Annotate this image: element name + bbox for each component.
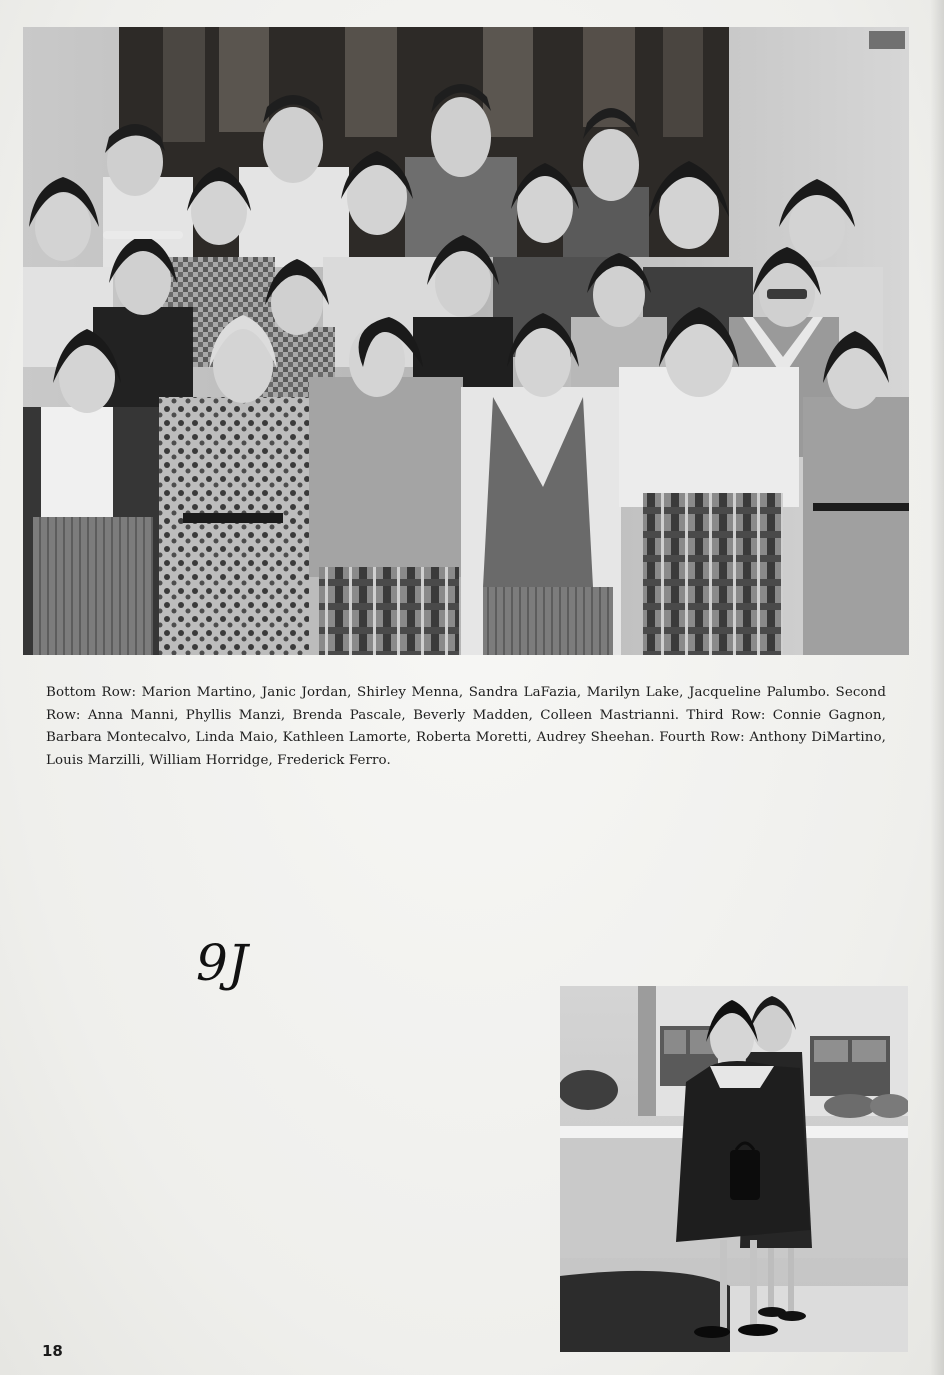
homeroom-label: 9J [196, 934, 248, 992]
page-number: 18 [42, 1342, 63, 1360]
class-group-photo [23, 27, 909, 655]
page-edge-shadow [930, 0, 944, 1375]
photo-caption: Bottom Row: Marion Martino, Janic Jordan, Shirley Menna, Sandra LaFazia, Marilyn Lake, Jacqueline Palumbo. Second Row: Anna Manni, Phyllis Manzi, Brenda Pascale, Beverly Madden, Colleen Mastrianni. Third Row: Connie Gagnon, Barbara Montecalvo, Linda Maio, Kathleen Lamorte, Roberta Moretti, Audrey Sheehan. Fourth Row: Anthony DiMartino, Louis Marzilli, William Horridge, Frederick Ferro. [46, 685, 886, 768]
candid-photo [560, 986, 908, 1352]
